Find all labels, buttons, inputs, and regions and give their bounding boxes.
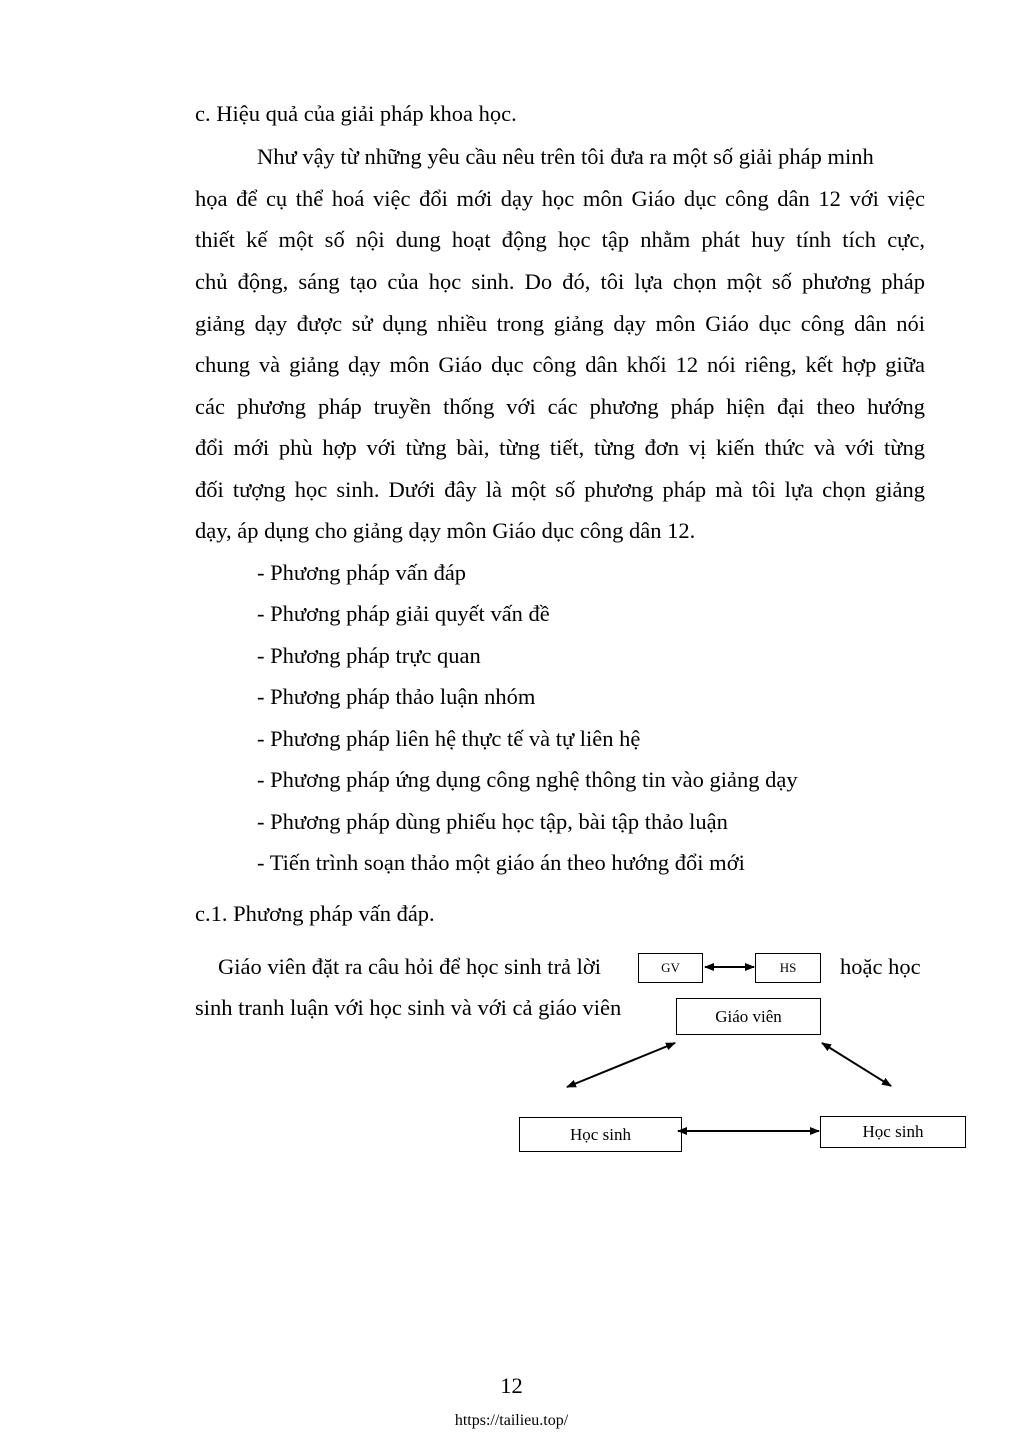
qa-line-1-end: hoặc học [840, 954, 921, 979]
teacher-left-student-arrow [567, 1043, 675, 1087]
method-item: - Phương pháp giải quyết vấn đề [257, 601, 550, 626]
page-number: 12 [500, 1373, 523, 1398]
paragraph-line-9: đối tượng học sinh. Dưới đây là một số phương pháp mà tôi lựa chọn giảng [195, 477, 925, 502]
method-item: - Phương pháp ứng dụng công nghệ thông tin vào giảng dạy [257, 767, 798, 792]
hs-box: HS [755, 953, 821, 983]
qa-line-2: sinh tranh luận với học sinh và với cả giáo viên [195, 995, 622, 1020]
subsection-heading: c.1. Phương pháp vấn đáp. [195, 901, 435, 926]
paragraph-line-10: dạy, áp dụng cho giảng dạy môn Giáo dục công dân 12. [195, 518, 696, 543]
method-item: - Phương pháp thảo luận nhóm [257, 684, 536, 709]
paragraph-line-6: chung và giảng dạy môn Giáo dục công dân khối 12 nói riêng, kết hợp giữa [195, 352, 925, 377]
method-item: - Phương pháp dùng phiếu học tập, bài tập thảo luận [257, 809, 728, 834]
paragraph-line-5: giảng dạy được sử dụng nhiều trong giảng dạy môn Giáo dục công dân nói [195, 311, 925, 336]
gv-box: GV [638, 953, 703, 983]
teacher-right-student-arrow [822, 1043, 891, 1086]
student-left-box: Học sinh [519, 1117, 682, 1152]
paragraph-line-2: họa để cụ thể hoá việc đổi mới dạy học môn Giáo dục công dân 12 với việc [195, 186, 925, 211]
footer-url-link[interactable]: https://tailieu.top/ [454, 1412, 569, 1429]
method-item: - Phương pháp liên hệ thực tế và tự liên hệ [257, 726, 641, 751]
qa-line-1-start: Giáo viên đặt ra câu hỏi để học sinh trả lời [218, 954, 602, 979]
paragraph-line-4: chủ động, sáng tạo của học sinh. Do đó, tôi lựa chọn một số phương pháp [195, 269, 925, 294]
paragraph-line-3: thiết kế một số nội dung hoạt động học tập nhằm phát huy tính tích cực, [195, 227, 925, 252]
paragraph-line-7: các phương pháp truyền thống với các phương pháp hiện đại theo hướng [195, 394, 925, 419]
method-item: - Tiến trình soạn thảo một giáo án theo hướng đổi mới [257, 850, 745, 875]
student-right-box: Học sinh [820, 1116, 966, 1148]
teacher-box: Giáo viên [676, 998, 821, 1035]
paragraph-line-8: đổi mới phù hợp với từng bài, từng tiết, từng đơn vị kiến thức và với từng [195, 435, 925, 460]
method-item: - Phương pháp vấn đáp [257, 560, 467, 585]
paragraph-line-1: Như vậy từ những yêu cầu nêu trên tôi đưa ra một số giải pháp minh [257, 144, 874, 169]
section-heading: c. Hiệu quả của giải pháp khoa học. [195, 101, 517, 126]
method-item: - Phương pháp trực quan [257, 643, 481, 668]
